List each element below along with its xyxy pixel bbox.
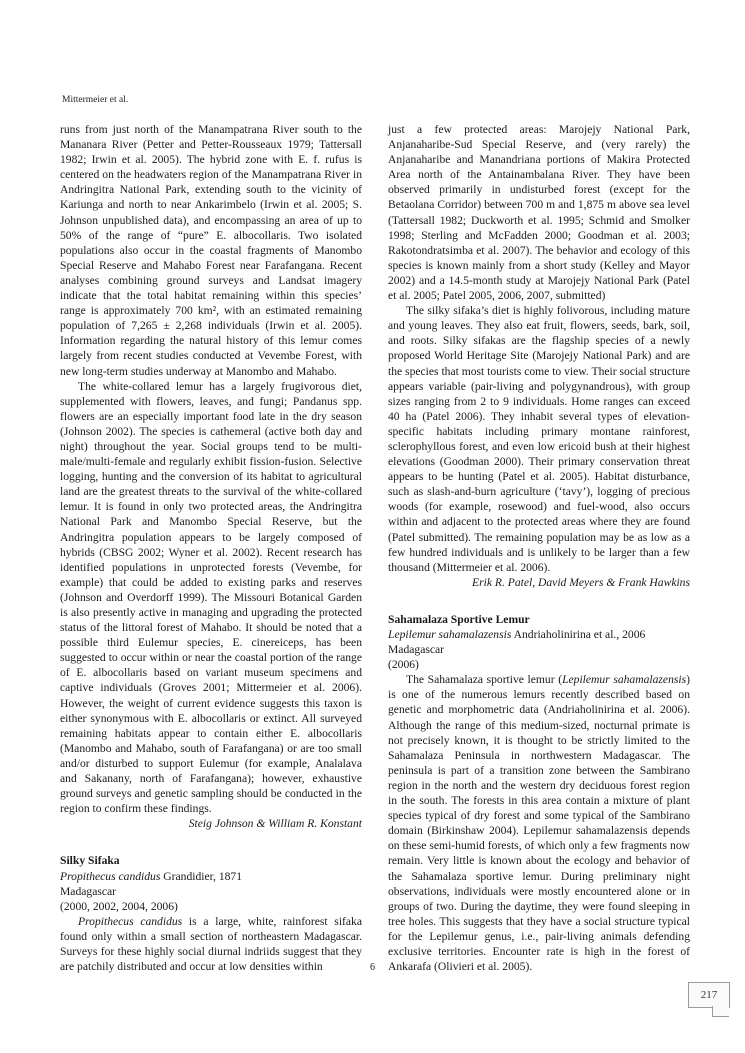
species-line bbox=[388, 627, 690, 642]
author-credit: Erik R. Patel, David Meyers & Frank Hawkins bbox=[472, 575, 690, 589]
section-title-sahamalaza: Sahamalaza Sportive Lemur bbox=[388, 612, 530, 626]
listing-years: (2006) bbox=[388, 658, 419, 672]
scientific-name: Lepilemur sahamalazensis bbox=[388, 628, 512, 641]
species-authority: Andriaholinirina et al., 2006 bbox=[513, 628, 646, 641]
left-column bbox=[60, 122, 362, 974]
listing-years: (2000, 2002, 2004, 2006) bbox=[60, 899, 178, 913]
folio-corner-curl bbox=[712, 1006, 729, 1017]
paragraph-lead: The Sahamalaza sportive lemur ( bbox=[406, 673, 563, 687]
country: Madagascar bbox=[60, 884, 117, 898]
author-credit: Steig Johnson & William R. Konstant bbox=[188, 817, 362, 831]
scientific-name-inline: Propithecus candidus bbox=[78, 914, 183, 928]
country: Madagascar bbox=[388, 643, 445, 657]
paragraph-silky-intro-text: is a large, white, rainforest sifaka found only within a small section of northeastern Madagascar. Surveys for these highly social diurnal indriids suggest that they are patchily distributed and occur at low densities within bbox=[60, 914, 362, 974]
paragraph-sahamalaza-text: ) is one of the numerous lemurs recently described based on genetic and morphometric data (Andriaholinirina et al. 2006). Although the range of this medium-sized, nocturnal primate is not precisely known, it is thought to be strictly limited to the Sahamalaza Peninsula in northwestern Madagascar. The peninsula is part of a transition zone between the Sambirano region in the north and the western dry deciduous forest region in the south. The forests in this area contain a mixture of plant species typical of dry forest and some typical of the Sambirano domain (Birkinshaw 2004). Lepilemur sahamalazensis depends on these semi-humid forests, of which only a few fragments now remain. Very little is known about the ecology and behavior of the Sahamalaza sportive lemur. During preliminary night observations, individuals were mostly encountered alone or in groups of two. During the daytime, they were found sleeping in tree holes. This suggests that they have a social structure typical for the Lepilemur genus, i.e., pair-living animals defending exclusive territories. Encounter rate is high in the forest of Ankarafa (Olivieri et al. 2005). bbox=[388, 673, 690, 974]
species-authority: Grandidier, 1871 bbox=[163, 869, 243, 883]
species-line bbox=[60, 869, 362, 884]
folio-page-tag: 217 bbox=[688, 982, 730, 1008]
scientific-name-inline: Lepilemur sahamalazensis bbox=[562, 673, 687, 687]
page-number: 6 bbox=[370, 962, 375, 973]
section-title-silky-sifaka: Silky Sifaka bbox=[60, 854, 120, 868]
right-column bbox=[388, 122, 690, 974]
paragraph-silky-range: just a few protected areas: Marojejy National Park, Anjanaharibe-Sud Special Reserve, and (very rarely) the Anjanaharibe and Manandriana portions of Makira Protected Area north of the Antainambalana River. They have been observed primarily in undisturbed forest (except for the Betaolana Corridor) between 700 m and 1,875 m above sea level (Tattersall 1982; Duckworth et al. 1995; Schmid and Smolker 1998; Sterling and McFadden 2000; Goodman et al. 2003; Rakotondratsimba et al. 2007). The behavior and ecology of this species is known mainly from a short study (Kelley and Mayor 2002) and a 14.5-month study at Marojejy National Park (Patel et al. 2005; Patel 2005, 2006, 2007, submitted) bbox=[388, 123, 690, 303]
paragraph-sahamalaza bbox=[388, 672, 690, 974]
paragraph-ecology: The white-collared lemur has a largely frugivorous diet, supplemented with flowers, leaves, and fungi; Pandanus spp. flowers are an especially important food late in the dry season (Johnson 2002). The species is cathemeral (active both day and night) throughout the year. Social groups tend to be multi-male/multi-female and regularly exhibit fission-fusion. Selective logging, hunting and the conversion of its habitat to agricultural land are the greatest threats to the survival of the white-collared lemur. It is found in only two protected areas, the Andringitra National Park and Manombo Special Reserve, but the Andringitra population appears to be largely composed of hybrids (CBSG 2002; Wyner et al. 2002). Recent research has identified populations in unprotected forests (Vevembe, for example) that could be added to existing parks and reserves (Johnson and Overdorff 1999). The Missouri Botanical Garden is also presently active in managing and upgrading the protected status of the littoral forest of Mahabo. It should be noted that a possible third Eulemur species, E. cinereiceps, has been suggested to occur within or near the coastal portion of the range of E. albocollaris based on variant museum specimens and captive individuals (Groves 2001; Mittermeier et al. 2006). However, the weight of current evidence suggests this taxon is either synonymous with E. albocollaris or extinct. All surveyed remaining habitats appear to contain either E. albocollaris (Manombo and Mahabo, south of Farafangana) or are too small and/or disturbed to support Eulemur (for example, Analalava and Sakanany, north of Farafangana); however, exhaustive ground surveys and genetic sampling should be conducted in the region to confirm these findings. bbox=[60, 379, 362, 816]
running-head: Mittermeier et al. bbox=[62, 95, 129, 105]
paragraph-range: runs from just north of the Manampatrana River south to the Mananara River (Petter and Petter-Rousseaux 1979; Tattersall 1982; Irwin et al. 2005). The hybrid zone with E. f. rufus is centered on the headwaters region of the Manampatrana River in Andringitra National Park, extending south to the vicinity of Kariunga and north to near Ankarimbelo (Irwin et al. 2005; S. Johnson unpublished data), and encompassing an area of up to 50% of the range of “pure” E. albocollaris. Two isolated populations also occur in the coastal fragments of Manombo Special Reserve and Mahabo Forest near Farafangana. Recent analyses combining ground surveys and Landsat imagery indicate that the total habitat remaining within this species’ range is approximately 700 km², with an estimated remaining population of 7,265 ± 2,268 individuals (Irwin et al. 2005). Information regarding the natural history of this lemur comes largely from recent studies conducted at Vevembe Forest, with new long-term studies underway at Manombo and Mahabo. bbox=[60, 123, 362, 378]
paragraph-silky-diet: The silky sifaka’s diet is highly folivorous, including mature and young leaves. They also eat fruit, flowers, seeds, bark, soil, and roots. Silky sifakas are the flagship species of a newly proposed World Heritage Site (Marojejy National Park) and are the species that most tourists come to view. Their social structure appears variable (pair-living and polygynandrous), with group sizes ranging from 2 to 9 individuals. Home ranges can exceed 40 ha (Patel 2006). They inhabit several types of elevation-specific habitats including primary montane rainforest, sclerophyllous forest, and even low ericoid bush at their highest elevations (Goodman 2000). Their primary conservation threat appears to be hunting (Patel et al. 2005). Habitat disturbance, such as slash-and-burn agriculture (‘tavy’), logging of precious woods (for example, rosewood) and fuel-wood, also occurs within and adjacent to the protected areas where they are found (Patel submitted). The remaining population may be as low as a few hundred individuals and is unlikely to be larger than a few thousand (Mittermeier et al. 2006). bbox=[388, 304, 691, 574]
scientific-name: Propithecus candidus bbox=[60, 869, 161, 883]
